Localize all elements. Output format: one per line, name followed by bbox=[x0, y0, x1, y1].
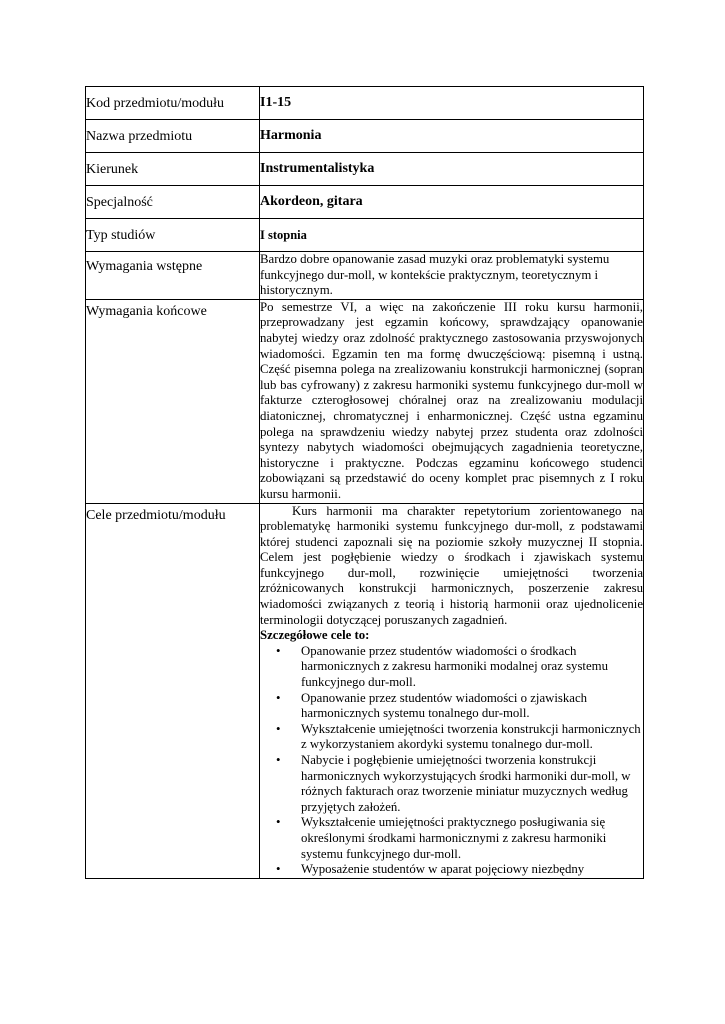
course-name-value: Harmonia bbox=[260, 120, 644, 153]
goals-list bbox=[260, 644, 643, 878]
specialty-value: Akordeon, gitara bbox=[260, 186, 644, 219]
course-code-label: Kod przedmiotu/modułu bbox=[86, 87, 260, 120]
list-item: • Wykształcenie umiejętności praktycznego posługiwania się określonymi środkami harmonicznymi z zakresu harmoniki systemu funkcyjnego dur-moll. bbox=[276, 815, 607, 861]
final-requirements-paragraph: Po semestrze VI, a więc na zakończenie III roku kursu harmonii, przeprowadzany jest egzamin końcowy, sprawdzający opanowanie nabytej wiedzy oraz zdolność praktycznego zastosowania przyswojonych wiadomości. Egzamin ten ma formę dwuczęściową: pisemną i ustną. Część pisemna polega na zrealizowaniu konstrukcji harmonicznej (sopran lub bas cyfrowany) z zakresu harmoniki systemu funkcyjnego dur-moll w fakturze czterogłosowej chóralnej oraz na zrealizowaniu modulacji diatonicznej, chromatycznej i enharmonicznej. Część ustna egzaminu polega na sprawdzeniu wiedzy nabytej przez studenta oraz zdolności syntezy nabytych wiadomości obejmujących zagadnienia teoretyczne, historyczne i praktyczne. Podczas egzaminu końcowego studenci zobowiązani są przedstawić do oceny komplet prac pisemnych z I roku kursu harmonii. bbox=[260, 299, 643, 501]
bullet-icon: • bbox=[276, 643, 281, 658]
row-course-code bbox=[86, 87, 644, 120]
row-final-requirements bbox=[86, 299, 644, 503]
final-requirements-label: Wymagania końcowe bbox=[86, 299, 260, 503]
prerequisites-text bbox=[260, 252, 644, 300]
goals-detailed-title: Szczegółowe cele to: bbox=[260, 628, 370, 643]
row-course-name bbox=[86, 120, 644, 153]
goals-intro: Kurs harmonii ma charakter repetytorium zorientowanego na problematykę harmoniki systemu funkcyjnego dur-moll, z podstawami której studenci zapoznali się na poziomie szkoły muzycznej II stopnia. Celem jest pogłębienie wiedzy o środkach i zjawiskach systemu funkcyjnego dur-moll, rozwinięcie umiejętności tworzenia zróżnicowanych konstrukcji harmonicznych, poszerzenie zakresu wiadomości związanych z teorią i historią harmonii oraz ujednolicenie terminologii dotyczącej poruszanych zagadnień. bbox=[260, 503, 643, 627]
row-prerequisites bbox=[86, 252, 644, 300]
direction-value: Instrumentalistyka bbox=[260, 153, 644, 186]
bullet-icon: • bbox=[276, 721, 281, 736]
bullet-icon: • bbox=[276, 815, 281, 830]
prerequisites-label: Wymagania wstępne bbox=[86, 252, 260, 300]
list-item: • Nabycie i pogłębienie umiejętności tworzenia konstrukcji harmonicznych wykorzystujących środki harmoniki dur-moll, w różnych fakturach oraz tworzenie miniatur muzycznych według przyjętych założeń. bbox=[276, 753, 631, 814]
final-requirements-text bbox=[260, 299, 644, 503]
row-specialty bbox=[86, 186, 644, 219]
row-study-type bbox=[86, 219, 644, 252]
bullet-icon: • bbox=[276, 862, 281, 877]
list-item: • Opanowanie przez studentów wiadomości o środkach harmonicznych z zakresu harmoniki modalnej oraz systemu funkcyjnego dur-moll. bbox=[276, 643, 609, 690]
list-item: • Wykształcenie umiejętności tworzenia konstrukcji harmonicznych z wykorzystaniem akordyki systemu tonalnego dur-moll. bbox=[276, 721, 641, 752]
row-goals bbox=[86, 503, 644, 878]
specialty-label: Specjalność bbox=[86, 186, 260, 219]
direction-label: Kierunek bbox=[86, 153, 260, 186]
list-item: • Wyposażenie studentów w aparat pojęciowy niezbędny bbox=[276, 862, 585, 877]
bullet-icon: • bbox=[276, 690, 281, 705]
row-direction bbox=[86, 153, 644, 186]
goals-label: Cele przedmiotu/modułu bbox=[86, 503, 260, 878]
list-item: • Opanowanie przez studentów wiadomości o zjawiskach harmonicznych systemu tonalnego dur-moll. bbox=[276, 690, 588, 721]
course-name-label: Nazwa przedmiotu bbox=[86, 120, 260, 153]
study-type-value: I stopnia bbox=[260, 219, 644, 252]
goals-cell bbox=[260, 503, 644, 878]
syllabus-table bbox=[85, 86, 644, 879]
study-type-label: Typ studiów bbox=[86, 219, 260, 252]
course-code-value: I1-15 bbox=[260, 87, 644, 120]
bullet-icon: • bbox=[276, 753, 281, 767]
prerequisites-paragraph: Bardzo dobre opanowanie zasad muzyki oraz problematyki systemu funkcyjnego dur-moll, w kontekście praktycznym, teoretycznym i historycznym. bbox=[260, 252, 610, 298]
